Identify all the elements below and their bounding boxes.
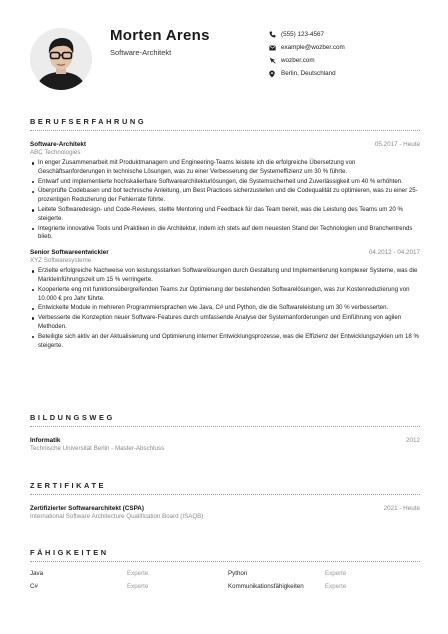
job-bullets [30, 159, 420, 242]
education-detail: Technische Universität Berlin - Master-Abschluss [30, 445, 165, 452]
skill-level: Experte [127, 583, 149, 590]
certificate-issuer: International Software Architecture Qualification Board (ISAQB) [30, 513, 204, 520]
skill-name: Python [228, 570, 248, 577]
skill-name: Kommunikationsfähigkeiten [228, 583, 304, 590]
profile-photo [30, 28, 92, 90]
skill-level: Experte [325, 583, 347, 590]
email-icon [269, 45, 281, 51]
contact-email [269, 41, 439, 54]
skill-level: Experte [325, 570, 347, 577]
section-title: BERUFSERFAHRUNG [30, 117, 147, 126]
job-title: Software-Architekt [30, 141, 86, 148]
bullet-item: Beteiligte sich aktiv an der Aktualisierung und Optimierung interner Entwicklungsprozesse, was die Effizienz der Entwicklungszyklen um 18 % steigerte. [30, 333, 420, 351]
skill-name: Java [30, 570, 44, 577]
experience-section [30, 117, 420, 351]
link-icon [269, 57, 281, 64]
skills-section [30, 548, 420, 590]
bullet-item: Kooperierte eng mit funktionsübergreifenden Teams zur Optimierung der bestehenden Softwarelösungen, was zur Kostenreduzierung von 10.000 € pro Jahr führte. [30, 286, 420, 304]
job-company: XYZ Softwaresysteme [30, 257, 92, 265]
contact-email-text[interactable]: example@wozber.com [281, 44, 345, 51]
bullet-item: Leitete Softwaredesign- und Code-Reviews, stellte Mentoring und Feedback für das Team bereit, was die Leistung des Teams um 20 % steigerte. [30, 206, 420, 224]
bullet-item: Entwickelte Module in mehreren Programmiersprachen wie Java, C# und Python, die die Softwareleistung um 30 % verbesserten. [30, 304, 420, 313]
education-section [30, 413, 420, 452]
bullet-item: Verbesserte die Konzeption neuer Software-Features durch umfassende Analyse der Systemanforderungen und Einführung von agilen Methoden. [30, 314, 420, 332]
section-divider [30, 130, 420, 131]
section-title: FÄHIGKEITEN [30, 548, 109, 557]
location-pin-icon [269, 70, 281, 78]
certificate-title: Zertifizierter Softwarearchitekt (CSPA) [30, 505, 144, 512]
bullet-item: Erzielte erfolgreiche Nachweise von leistungsstarken Softwarelösungen durch Gestaltung und Implementierung komplexer Systeme, was die Markteinführungszeit um 15 % verringerte. [30, 267, 420, 285]
contact-location-text: Berlin, Deutschland [281, 70, 336, 77]
skills-grid [30, 570, 420, 590]
section-title: ZERTIFIKATE [30, 481, 107, 490]
job-title: Senior Softwareentwickler [30, 249, 109, 257]
skill-name: C# [30, 583, 38, 590]
contact-phone-text[interactable]: (555) 123-4567 [281, 31, 325, 38]
degree-title: Informatik [30, 437, 61, 444]
contact-website-text[interactable]: wozber.com [281, 57, 315, 64]
contact-location [269, 67, 439, 80]
section-divider [30, 494, 420, 495]
phone-icon [269, 31, 281, 38]
job-entry [30, 141, 420, 242]
candidate-title: Software-Architekt [110, 48, 172, 57]
contact-list [269, 28, 439, 80]
job-entry [30, 249, 420, 350]
section-divider [30, 561, 420, 562]
certificate-date: 2021 - Heute [383, 505, 420, 512]
section-divider [30, 426, 420, 427]
section-title: BILDUNGSWEG [30, 413, 115, 422]
certificate-entry [30, 505, 420, 520]
skill-level: Experte [127, 570, 149, 577]
job-company: ABC Technologies [30, 149, 81, 156]
bullet-item: Entwarf und implementierte hochskalierbare Softwarearchitekturlösungen, die Systemsicherheit und Zuverlässigkeit um 40 % erhöhten. [30, 178, 420, 187]
job-dates: 05.2017 - Heute [374, 141, 420, 148]
bullet-item: Integrierte innovative Tools und Praktiken in die Architektur, indem ich stets auf dem neuesten Stand der Technologien und Branchentrends blieb. [30, 225, 420, 243]
bullet-item: In enger Zusammenarbeit mit Produktmanagern und Engineering-Teams leistete ich die erfolgreiche Übersetzung von Geschäftsanforderungen in technische Lösungen, was zu einer Verbesserung der Systemeffizienz um 30 % führte. [30, 159, 420, 177]
contact-phone [269, 28, 439, 41]
education-date: 2012 [405, 437, 420, 444]
education-entry [30, 437, 420, 452]
candidate-name: Morten Arens [110, 27, 210, 44]
job-bullets [30, 267, 420, 350]
contact-website [269, 54, 439, 67]
certificates-section [30, 481, 420, 520]
bullet-item: Überprüfte Codebasen und bot technische Anleitung, um Best Practices sicherzustellen und die Codequalität zu optimieren, was zu einer 25-prozentigen Reduzierung der Fehlerrate führte. [30, 187, 420, 205]
job-dates: 04.2012 - 04.2017 [368, 249, 420, 257]
